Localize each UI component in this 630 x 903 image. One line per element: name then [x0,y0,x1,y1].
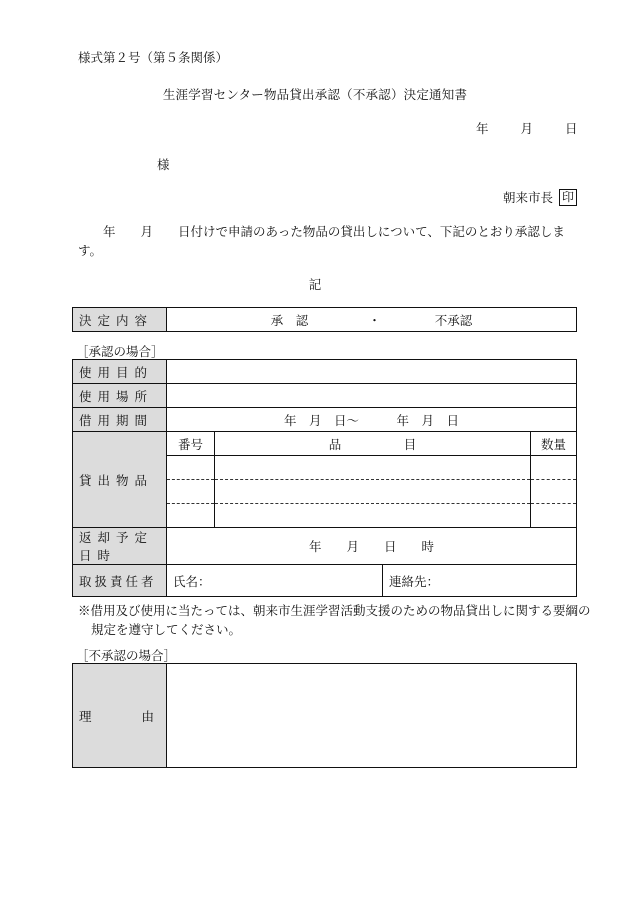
body-text: 年 月 日付けで申請のあった物品の貸出しについて、下記のとおり承認します。 [78,224,565,258]
addressee: 様 [157,157,170,172]
handler-name-field[interactable] [167,565,383,596]
item-row-3-number[interactable] [167,504,215,528]
col-item-header: 品 目 [215,432,531,456]
handler-contact-field[interactable] [383,572,439,590]
date-month: 月 [520,121,534,136]
reason-label: 理 由 [73,664,167,768]
purpose-field[interactable] [167,360,577,384]
approve-table [72,359,577,597]
item-row-2-number[interactable] [167,480,215,504]
deny-option[interactable]: 不承認 [434,312,473,328]
item-row-1-number[interactable] [167,456,215,480]
item-row-2-qty[interactable] [530,480,576,504]
item-row-3-name[interactable] [215,504,531,528]
issuer [503,188,577,206]
deny-table [72,663,577,768]
col-qty-header: 数量 [530,432,576,456]
seal-mark: 印 [559,189,577,206]
approve-heading: ［承認の場合］ [76,344,164,359]
handler-label: 取扱責任者 [73,565,167,597]
deny-heading: ［不承認の場合］ [76,648,177,663]
item-row-1-name[interactable] [215,456,531,480]
items-label: 貸出物品 [73,432,167,528]
date-year: 年 [476,121,489,136]
reason-field[interactable] [167,664,577,768]
return-field[interactable]: 年 月 日 時 [167,528,577,565]
decision-options [167,308,577,332]
date-day: 日 [565,121,578,136]
issue-date [476,119,578,137]
decision-table [72,307,577,332]
document-title: 生涯学習センター物品貸出承認（不承認）決定通知書 [162,87,468,102]
decision-label: 決定内容 [73,308,167,332]
purpose-label: 使用目的 [73,360,167,384]
place-field[interactable] [167,384,577,408]
approve-option[interactable]: 承 認 [270,312,309,328]
option-separator: ・ [368,312,381,328]
period-field[interactable]: 年 月 日～ 年 月 日 [167,408,577,432]
handler-field [167,565,577,597]
item-row-3-qty[interactable] [530,504,576,528]
item-row-2-name[interactable] [215,480,531,504]
place-label: 使用場所 [73,384,167,408]
col-number-header: 番号 [167,432,215,456]
contact-label: 連絡先： [389,573,440,589]
form-number: 様式第２号（第５条関係） [78,50,229,65]
period-label: 借用期間 [73,408,167,432]
item-row-1-qty[interactable] [530,456,576,480]
ki-heading: 記 [308,277,322,292]
name-label: 氏名： [173,573,211,589]
usage-note: ※借用及び使用に当たっては、朝来市生涯学習活動支援のための物品貸出しに関する要綱の規定を遵守してください。 [78,603,591,637]
issuer-name: 朝来市長 [503,190,554,205]
return-label: 返却予定日時 [73,528,167,565]
